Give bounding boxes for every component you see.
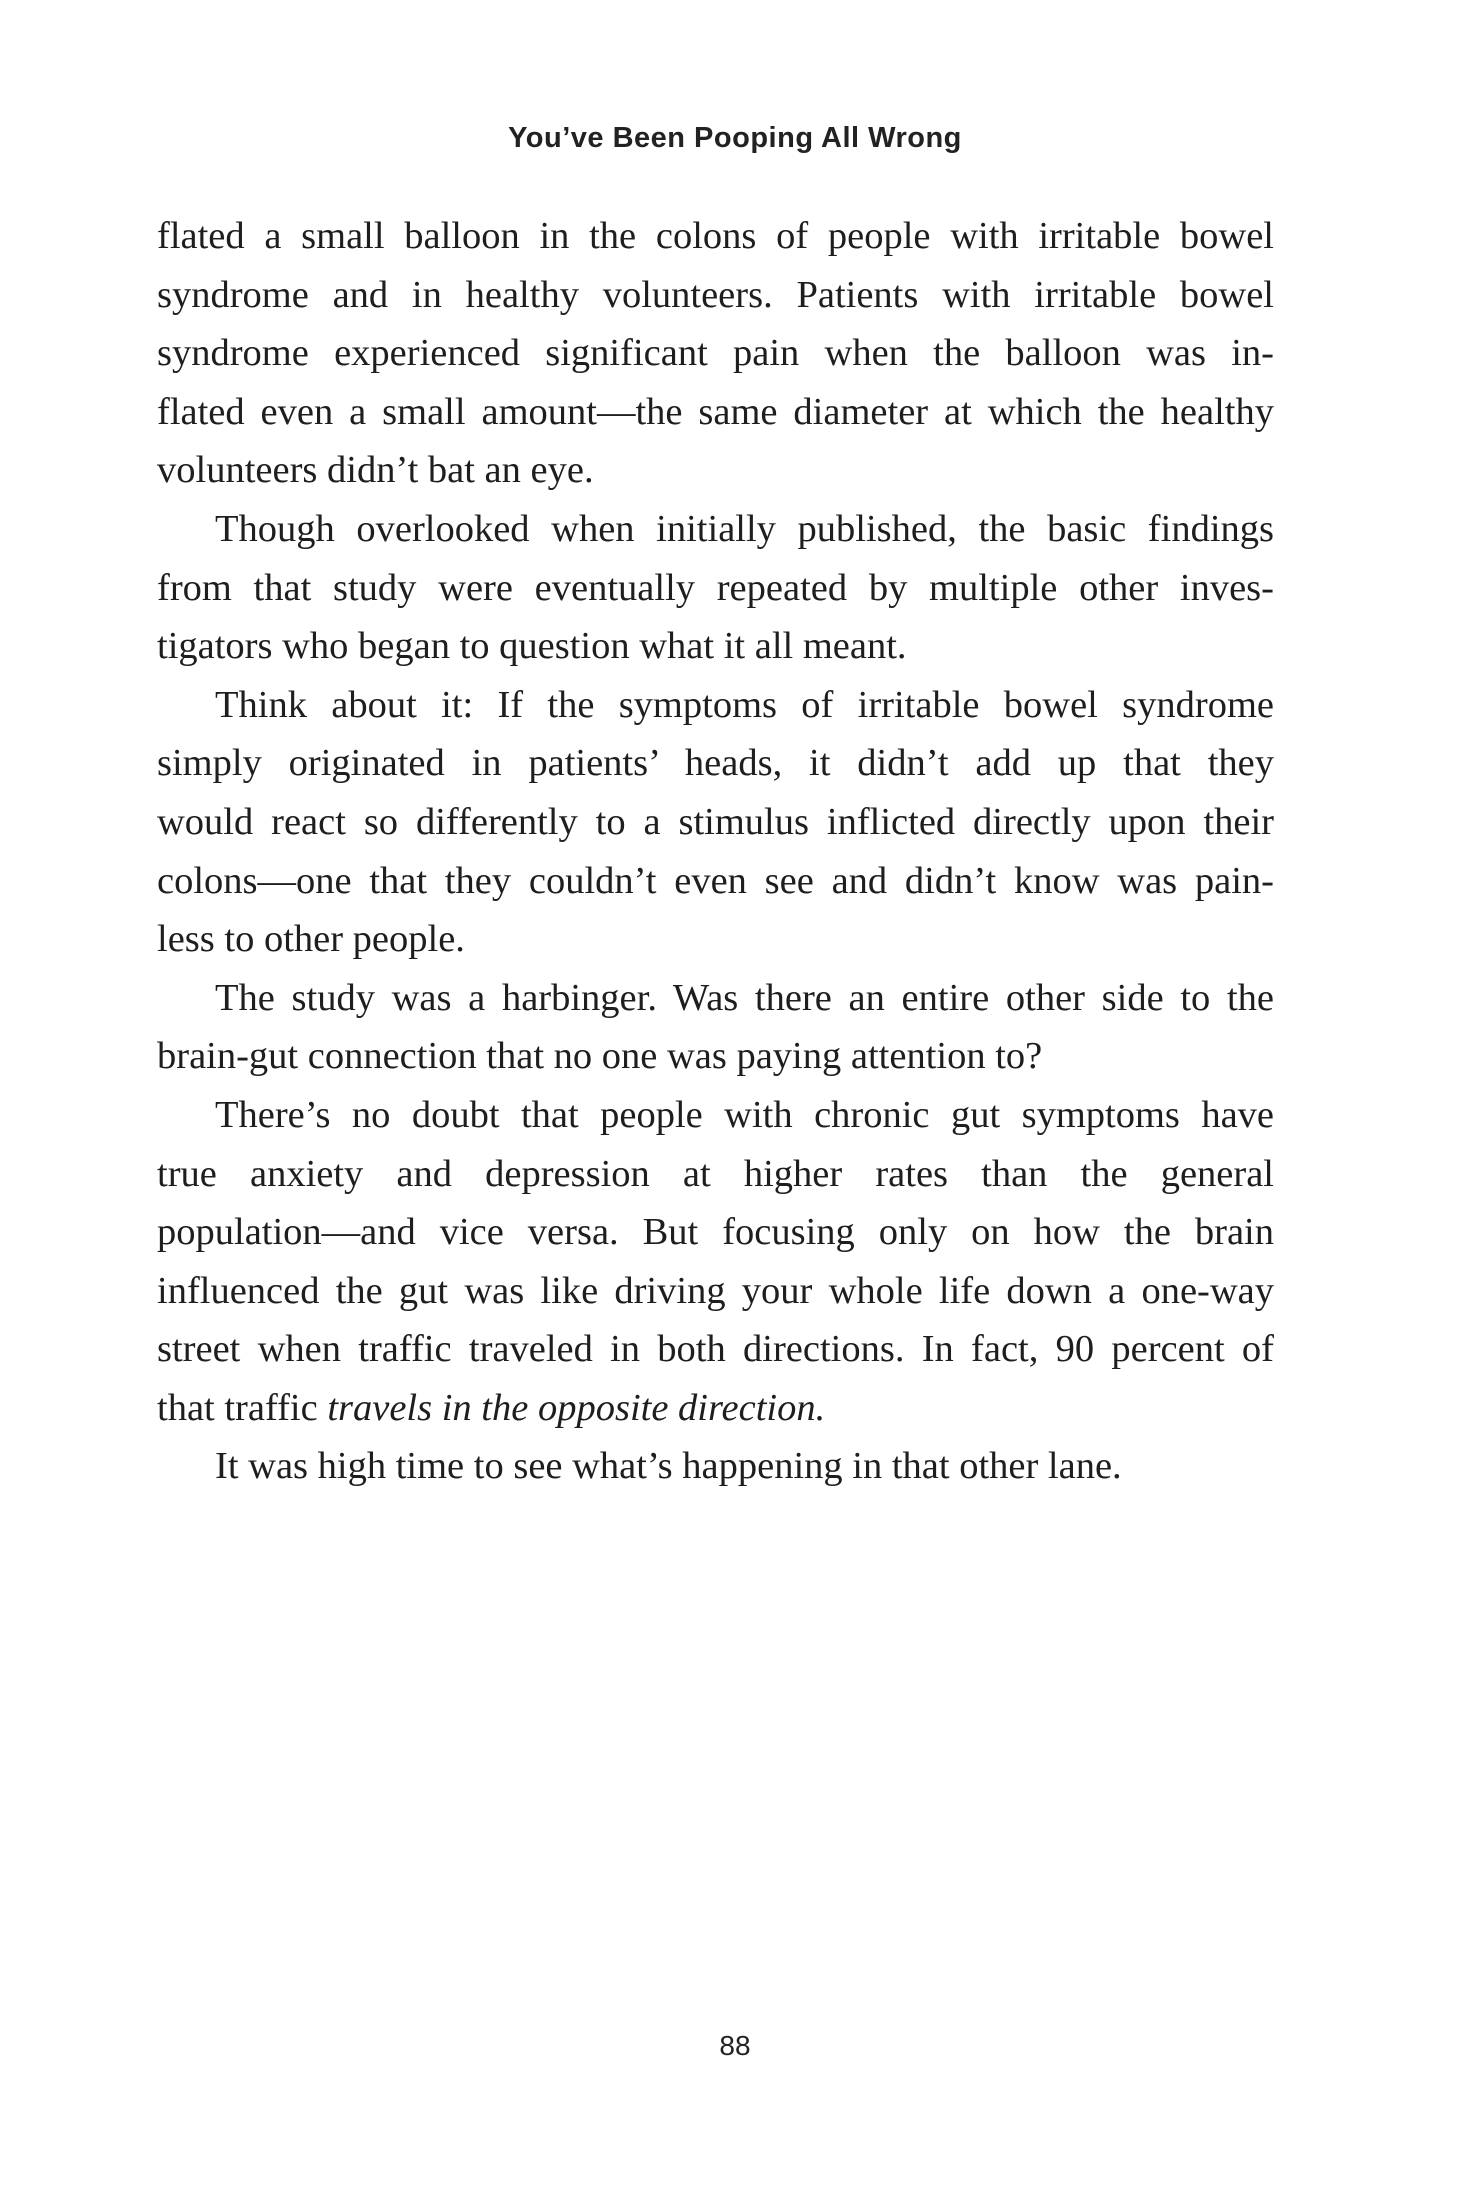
text-line: The study was a harbinger. Was there an entire other side to the: [215, 976, 1274, 1019]
text-line: [157, 1379, 1274, 1438]
text-line: colons—one that they couldn’t even see and didn’t know was pain-: [157, 859, 1274, 902]
text-line: population—and vice versa. But focusing only on how the brain: [157, 1211, 1274, 1254]
text-line: influenced the gut was like driving your whole life down a one-way: [157, 1269, 1274, 1312]
body-text: [157, 207, 1274, 1496]
text-line: simply originated in patients’ heads, it didn’t add up that they: [157, 742, 1274, 785]
text-line: There’s no doubt that people with chronic gut symptoms have: [215, 1093, 1274, 1136]
paragraph: [157, 676, 1274, 969]
text-line: tigators who began to question what it all meant.: [157, 625, 907, 668]
text-line: from that study were eventually repeated by multiple other inves-: [157, 566, 1274, 609]
text-line: Though overlooked when initially published, the basic findings: [215, 507, 1274, 550]
text-line: true anxiety and depression at higher rates than the general: [157, 1152, 1274, 1195]
text-line: volunteers didn’t bat an eye.: [157, 449, 594, 492]
text-line: street when traffic traveled in both directions. In fact, 90 percent of: [157, 1328, 1274, 1371]
page-number: 88: [719, 2030, 751, 2061]
running-head: You’ve Been Pooping All Wrong: [508, 122, 962, 154]
text-line: brain-gut connection that no one was paying attention to?: [157, 1035, 1043, 1078]
paragraph: [157, 1437, 1274, 1496]
paragraph: [157, 1086, 1274, 1438]
text-line: flated even a small amount—the same diameter at which the healthy: [157, 390, 1274, 433]
text-line: syndrome experienced significant pain when the balloon was in-: [157, 332, 1274, 375]
paragraph: [157, 207, 1274, 500]
text-line: It was high time to see what’s happening in that other lane.: [215, 1445, 1122, 1488]
text-line: would react so differently to a stimulus inflicted directly upon their: [157, 800, 1274, 843]
text-line: Think about it: If the symptoms of irritable bowel syndrome: [215, 683, 1274, 726]
text-line: less to other people.: [157, 918, 465, 961]
text-line: flated a small balloon in the colons of people with irritable bowel: [157, 215, 1274, 257]
italic-emphasis: travels in the opposite direction.: [327, 1386, 826, 1429]
paragraph: [157, 969, 1274, 1086]
paragraph: [157, 500, 1274, 676]
text-line: syndrome and in healthy volunteers. Patients with irritable bowel: [157, 273, 1274, 316]
text-run: that traffic: [157, 1386, 328, 1429]
